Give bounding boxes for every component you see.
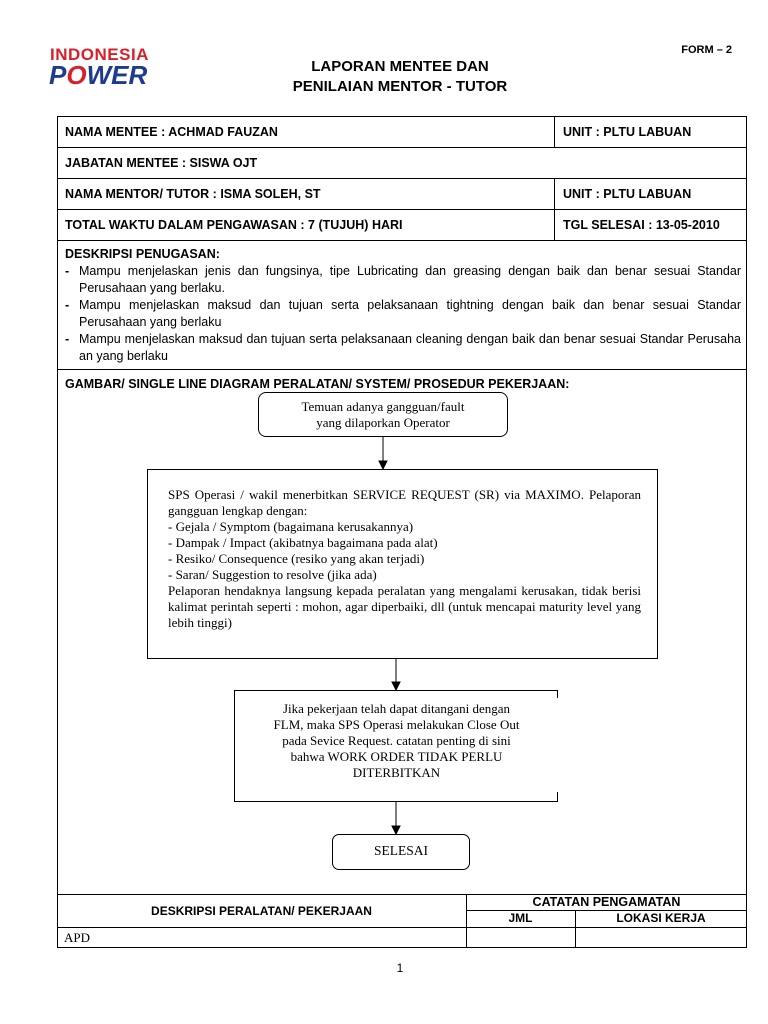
bullet-dash: - [65, 332, 70, 346]
logo-wer: WER [86, 60, 148, 90]
flow-box-close-out-line: FLM, maka SPS Operasi melakukan Close Out [273, 717, 520, 732]
title-line-1: LAPORAN MENTEE DAN [311, 58, 489, 75]
row-apd: APD [64, 930, 91, 945]
flow-box-sr-item: - Resiko/ Consequence (resiko yang akan terjadi) [168, 551, 425, 566]
flow-box-sr-item: - Gejala / Symptom (bagaimana kerusakannya) [168, 519, 414, 534]
flow-box-close-out-line: bahwa WORK ORDER TIDAK PERLU [290, 749, 503, 764]
flow-box-close-out-line: pada Sevice Request. catatan penting di sini [282, 733, 511, 748]
jml-header: JML [508, 911, 533, 925]
unit-mentor: UNIT : PLTU LABUAN [563, 186, 692, 201]
flow-box-sr-outro: Pelaporan hendaknya langsung kepada peralatan yang mengalami kerusakan, tidak berisi kalimat perintah seperti : mohon, agar diperbaiki, dll (untuk mencapai maturity level yang lebih tinggi) [168, 583, 641, 630]
flow-box-sr-item: - Saran/ Suggestion to resolve (jika ada) [168, 567, 377, 582]
flow-box-fault-line: yang dilaporkan Operator [316, 415, 450, 430]
logo-p: P [49, 60, 67, 90]
flow-box-sr-item: - Dampak / Impact (akibatnya bagaimana pada alat) [168, 535, 438, 550]
form-number: FORM – 2 [681, 44, 732, 56]
nama-mentor: NAMA MENTOR/ TUTOR : ISMA SOLEH, ST [65, 186, 321, 201]
lokasi-kerja-header: LOKASI KERJA [616, 911, 706, 925]
deskripsi-heading: DESKRIPSI PENUGASAN: [65, 247, 220, 261]
unit-mentee: UNIT : PLTU LABUAN [563, 124, 692, 139]
flow-box-fault-line: Temuan adanya gangguan/fault [301, 399, 465, 414]
catatan-pengamatan-header: CATATAN PENGAMATAN [532, 895, 681, 909]
logo-top-text: INDONESIA [50, 45, 149, 64]
total-waktu: TOTAL WAKTU DALAM PENGAWASAN : 7 (TUJUH) HARI [65, 217, 403, 232]
jabatan-mentee: JABATAN MENTEE : SISWA OJT [65, 155, 258, 170]
title-line-2: PENILAIAN MENTOR - TUTOR [292, 78, 508, 95]
deskripsi-item-text: Mampu menjelaskan maksud dan tujuan serta pelaksanaan cleaning dengan baik dan benar sesuai Standar Perusaha an yang berlaku [79, 332, 741, 363]
bullet-dash: - [65, 264, 70, 278]
tgl-selesai: TGL SELESAI : 13-05-2010 [563, 217, 720, 232]
page-number: 1 [396, 961, 404, 975]
flow-box-close-out-line: Jika pekerjaan telah dapat ditangani dengan [282, 701, 511, 716]
deskripsi-peralatan-header: DESKRIPSI PERALATAN/ PEKERJAAN [151, 903, 372, 918]
bullet-dash: - [65, 298, 70, 312]
flow-box-selesai: SELESAI [332, 834, 470, 870]
flow-box-close-out-line: DITERBITKAN [352, 765, 441, 780]
flow-box-sr-intro: SPS Operasi / wakil menerbitkan SERVICE REQUEST (SR) via MAXIMO. Pelaporan gangguan lengkap dengan: [168, 487, 641, 518]
arrow-head [379, 461, 387, 469]
diagram-heading: GAMBAR/ SINGLE LINE DIAGRAM PERALATAN/ SYSTEM/ PROSEDUR PEKERJAAN: [65, 377, 570, 391]
nama-mentee: NAMA MENTEE : ACHMAD FAUZAN [65, 124, 278, 139]
arrow-head [392, 826, 400, 834]
deskripsi-item-text: Mampu menjelaskan jenis dan fungsinya, tipe Lubricating dan greasing dengan baik dan benar sesuai Standar Perusahaan yang berlaku. [79, 264, 741, 295]
logo-o: O [66, 60, 87, 90]
deskripsi-item-text: Mampu menjelaskan maksud dan tujuan serta pelaksanaan tightning dengan baik dan benar sesuai Standar Perusahaan yang berlaku [79, 298, 741, 329]
arrow-head [392, 682, 400, 690]
